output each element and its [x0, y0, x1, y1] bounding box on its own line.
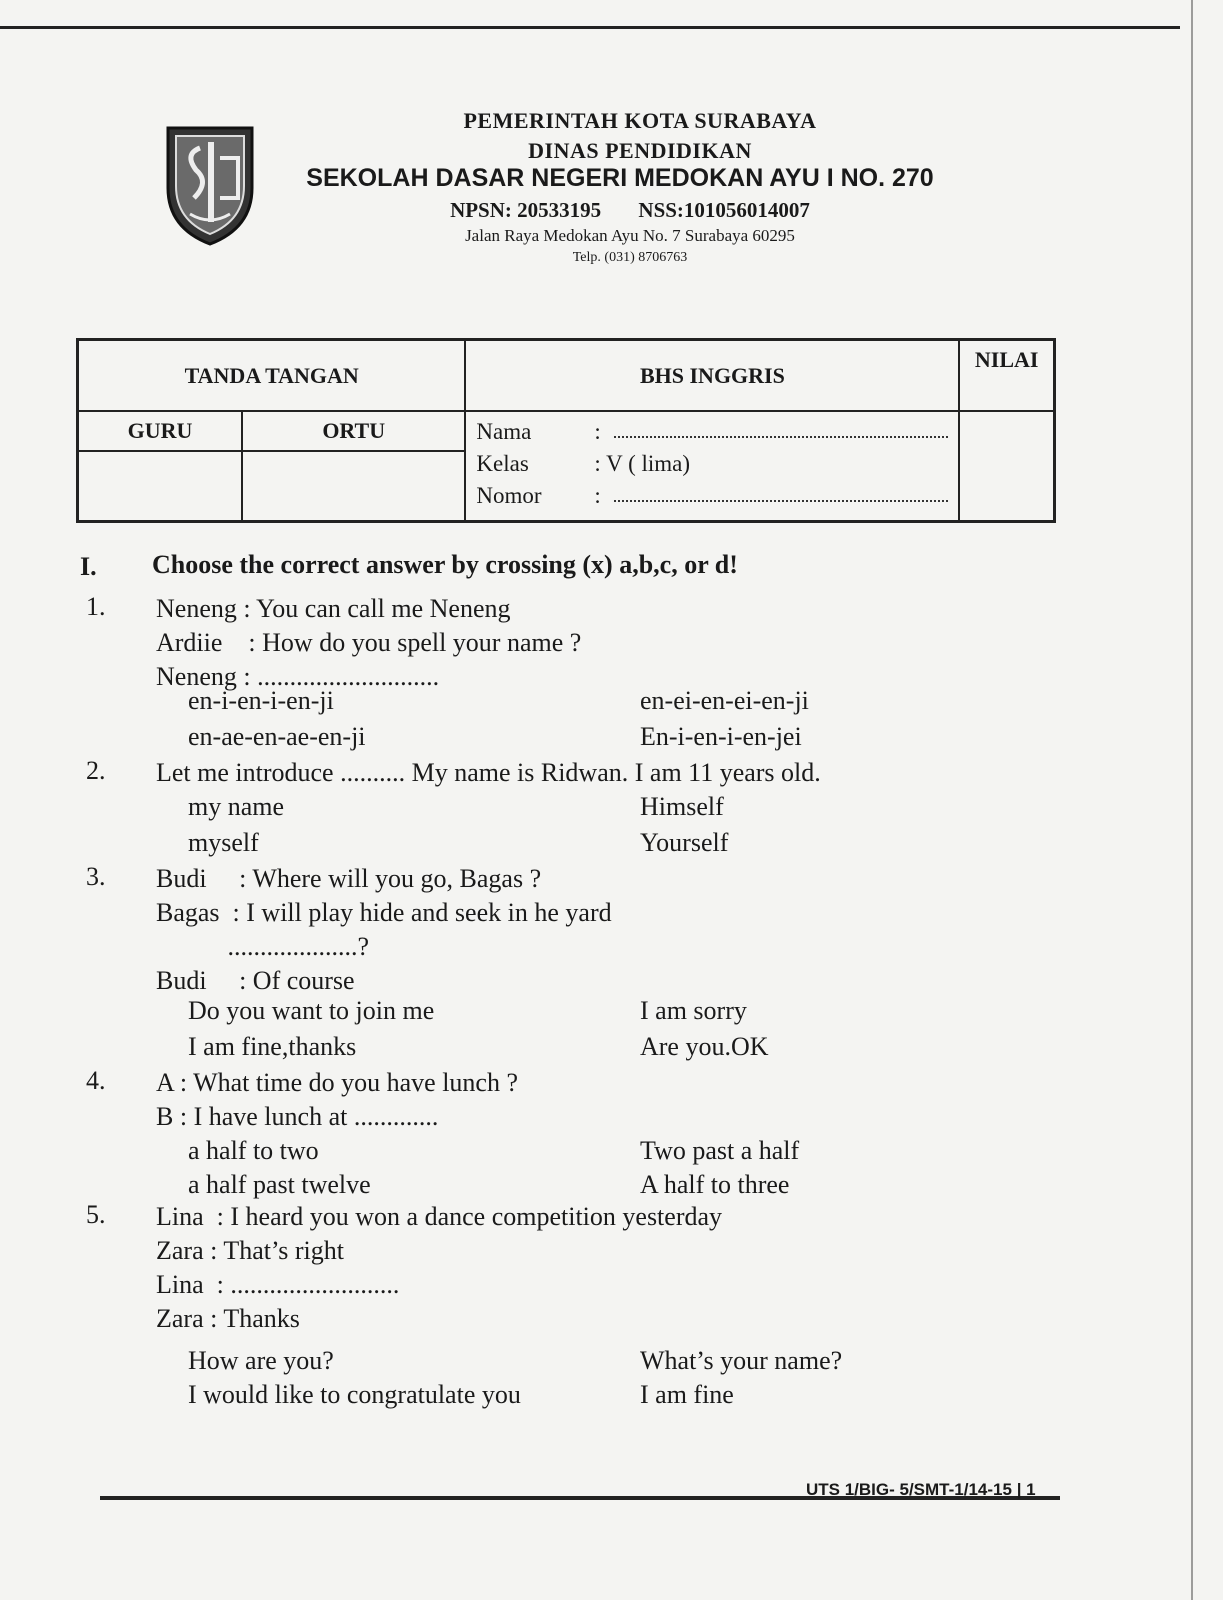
- school-ids: [250, 198, 1010, 223]
- answer-option[interactable]: en-i-en-i-en-ji: [188, 686, 334, 715]
- answer-option[interactable]: my name: [188, 792, 285, 821]
- answer-option[interactable]: a half past twelve: [188, 1170, 371, 1199]
- teacher-signature-box: [78, 451, 243, 522]
- answer-option[interactable]: What’s your name?: [640, 1346, 843, 1375]
- question-line: ....................?: [156, 932, 370, 961]
- section-instruction: Choose the correct answer by crossing (x) a,b,c, or d!: [152, 550, 738, 579]
- student-info-table: [76, 338, 1056, 523]
- question-line: Ardiie : How do you spell your name ?: [156, 628, 582, 657]
- class-value: : V ( lima): [594, 451, 691, 476]
- signature-header: TANDA TANGAN: [78, 340, 466, 412]
- question-line: Lina : I heard you won a dance competition yesterday: [156, 1202, 723, 1231]
- question-line: Neneng : ............................: [156, 662, 440, 691]
- question-line: Lina : ..........................: [156, 1270, 400, 1299]
- question-line: Zara : Thanks: [156, 1304, 300, 1333]
- answer-option[interactable]: en-ei-en-ei-en-ji: [640, 686, 809, 715]
- answer-option[interactable]: Yourself: [640, 828, 729, 857]
- footer-code: UTS 1/BIG- 5/SMT-1/14-15 | 1: [806, 1480, 1036, 1499]
- nss: NSS:101056014007: [638, 198, 810, 222]
- answer-option[interactable]: Are you.OK: [640, 1032, 769, 1061]
- answer-option[interactable]: En-i-en-i-en-jei: [640, 722, 802, 751]
- page-number: | 1: [1016, 1480, 1036, 1499]
- name-blank: [614, 416, 948, 438]
- answer-option[interactable]: How are you?: [188, 1346, 334, 1375]
- answer-option[interactable]: a half to two: [188, 1136, 319, 1165]
- answer-option[interactable]: Do you want to join me: [188, 996, 435, 1025]
- question-number: 4.: [86, 1066, 106, 1095]
- class-row: Kelas : V ( lima): [476, 448, 948, 480]
- question-number: 1.: [86, 592, 106, 621]
- school-name: SEKOLAH DASAR NEGERI MEDOKAN AYU I NO. 270: [306, 164, 934, 192]
- school-address: Jalan Raya Medokan Ayu No. 7 Surabaya 60295: [465, 226, 795, 245]
- question-number: 3.: [86, 862, 106, 891]
- subject-header: BHS INGGRIS: [465, 340, 959, 412]
- page-edge: [1191, 0, 1193, 1600]
- question-number: 5.: [86, 1200, 106, 1229]
- question-line: Zara : That’s right: [156, 1236, 344, 1265]
- answer-option[interactable]: Two past a half: [640, 1136, 800, 1165]
- number-blank: [614, 480, 948, 502]
- number-row: Nomor :: [476, 480, 948, 512]
- question-number: 2.: [86, 756, 106, 785]
- department-name: DINAS PENDIDIKAN: [528, 138, 752, 163]
- top-border-line: [0, 26, 1180, 29]
- student-identity: [465, 411, 959, 522]
- question-line: Neneng : You can call me Neneng: [156, 594, 511, 623]
- parent-signature-label: ORTU: [242, 411, 465, 451]
- question-line: Budi : Where will you go, Bagas ?: [156, 864, 542, 893]
- question-line: A : What time do you have lunch ?: [156, 1068, 518, 1097]
- answer-option[interactable]: en-ae-en-ae-en-ji: [188, 722, 366, 751]
- government-name: PEMERINTAH KOTA SURABAYA: [463, 108, 817, 133]
- answer-option[interactable]: Himself: [640, 792, 724, 821]
- answer-option[interactable]: I am fine,thanks: [188, 1032, 357, 1061]
- teacher-signature-label: GURU: [78, 411, 243, 451]
- answer-option[interactable]: myself: [188, 828, 259, 857]
- answer-option[interactable]: I am sorry: [640, 996, 747, 1025]
- question-line: Let me introduce .......... My name is Ridwan. I am 11 years old.: [156, 758, 821, 787]
- section-number: I.: [80, 552, 97, 581]
- question-line: Bagas : I will play hide and seek in he yard: [156, 898, 612, 927]
- answer-option[interactable]: A half to three: [640, 1170, 790, 1199]
- answer-option[interactable]: I would like to congratulate you: [188, 1380, 521, 1409]
- score-box: [959, 411, 1054, 522]
- school-phone: Telp. (031) 8706763: [572, 250, 688, 265]
- parent-signature-box: [242, 451, 465, 522]
- score-header: NILAI: [959, 340, 1054, 412]
- npsn: NPSN: 20533195: [450, 198, 602, 222]
- question-line: Budi : Of course: [156, 966, 355, 995]
- question-line: B : I have lunch at .............: [156, 1102, 439, 1131]
- name-row: Nama :: [476, 416, 948, 448]
- answer-option[interactable]: I am fine: [640, 1380, 734, 1409]
